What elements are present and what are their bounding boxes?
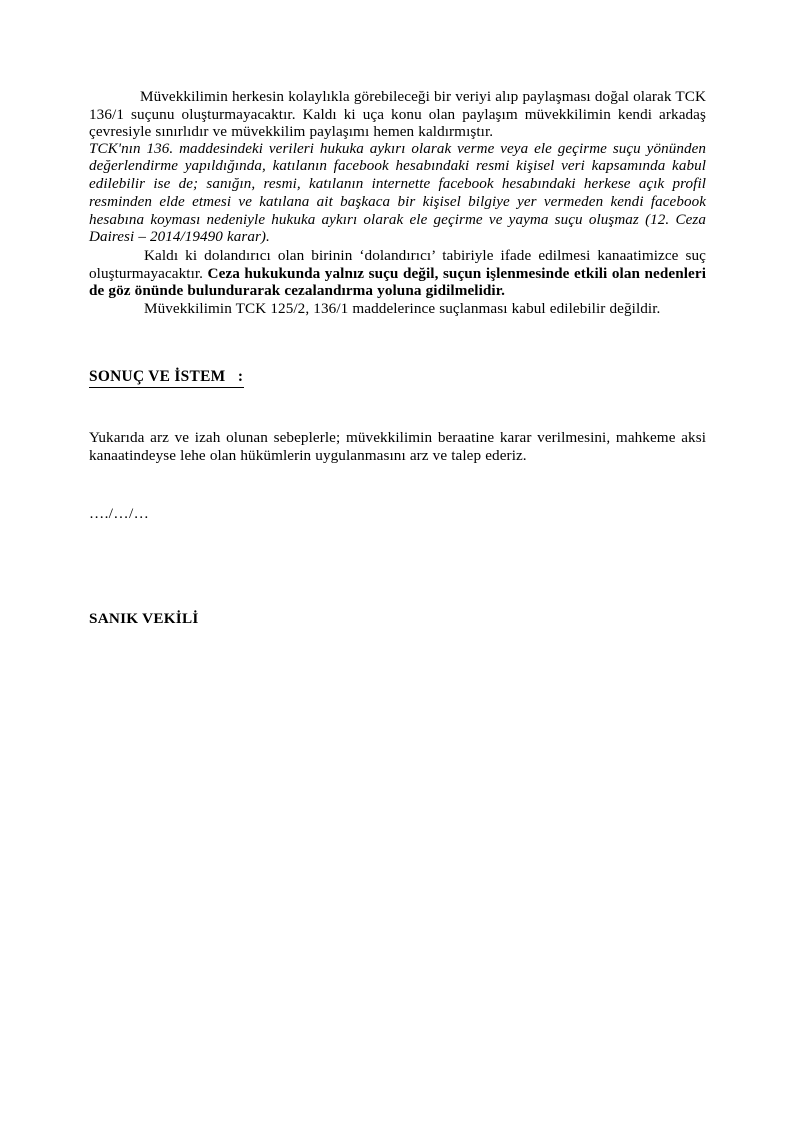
spacer-before-conclusion-heading	[89, 317, 706, 367]
paragraph-fraudster-argument	[89, 247, 706, 300]
paragraph-fraudster-argument-lead: Kaldı ki dolandırıcı olan birinin ‘dolandırıcı’ tabiriyle ifade edilmesi kanaatimizce suç oluşturmayacaktır.	[89, 247, 706, 282]
date-placeholder: …./…/…	[89, 504, 150, 522]
spacer-before-date	[89, 465, 706, 505]
paragraph-court-decision-quote: TCK'nın 136. maddesindeki verileri hukuka aykırı olarak verme veya ele geçirme suçu yönünden değerlendirme yapıldığında, katılanın facebook hesabındaki resmi kişisel veri kapsamında kabul edilebilir ise de; sanığın, resmi, katılanın internette facebook hesabındaki herkese açık profil resminden elde etmesi ve katılana ait başkaca bir kişisel bilgiye yer vermeden kendi facebook hesabına koyması nedeniyle hukuka aykırı olarak ele geçirme ve yayma suçu oluşmaz (12. Ceza Dairesi – 2014/19490 karar).	[89, 140, 706, 246]
paragraph-client-sharing: Müvekkilimin herkesin kolaylıkla görebileceği bir veriyi alıp paylaşması doğal olarak TCK 136/1 suçunu oluşturmayacaktır. Kaldı ki uça konu olan paylaşım müvekkilimin kendi arkadaş çevresiyle sınırlıdır ve müvekkilim paylaşımı hemen kaldırmıştır.	[89, 88, 706, 141]
spacer-before-signature	[89, 523, 706, 609]
paragraph-fraudster-argument-emphasis: Ceza hukukunda yalnız suçu değil, suçun işlenmesinde etkili olan nedenleri de göz önünde bulundurarak cezalandırma yoluna gidilmelidir.	[89, 264, 706, 300]
conclusion-heading: SONUÇ VE İSTEM :	[89, 367, 244, 388]
spacer-after-conclusion-heading	[89, 388, 706, 429]
conclusion-request-paragraph: Yukarıda arz ve izah olunan sebeplerle; müvekkilimin beraatine karar verilmesini, mahkeme aksi kanaatindeyse lehe olan hükümlerin uygulanmasını arz ve talep ederiz.	[89, 429, 706, 464]
signer-title: SANIK VEKİLİ	[89, 609, 199, 627]
paragraph-charges-unacceptable: Müvekkilimin TCK 125/2, 136/1 maddelerince suçlanması kabul edilebilir değildir.	[144, 299, 661, 317]
conclusion-heading-row	[89, 367, 706, 388]
document-text-body	[89, 88, 706, 628]
